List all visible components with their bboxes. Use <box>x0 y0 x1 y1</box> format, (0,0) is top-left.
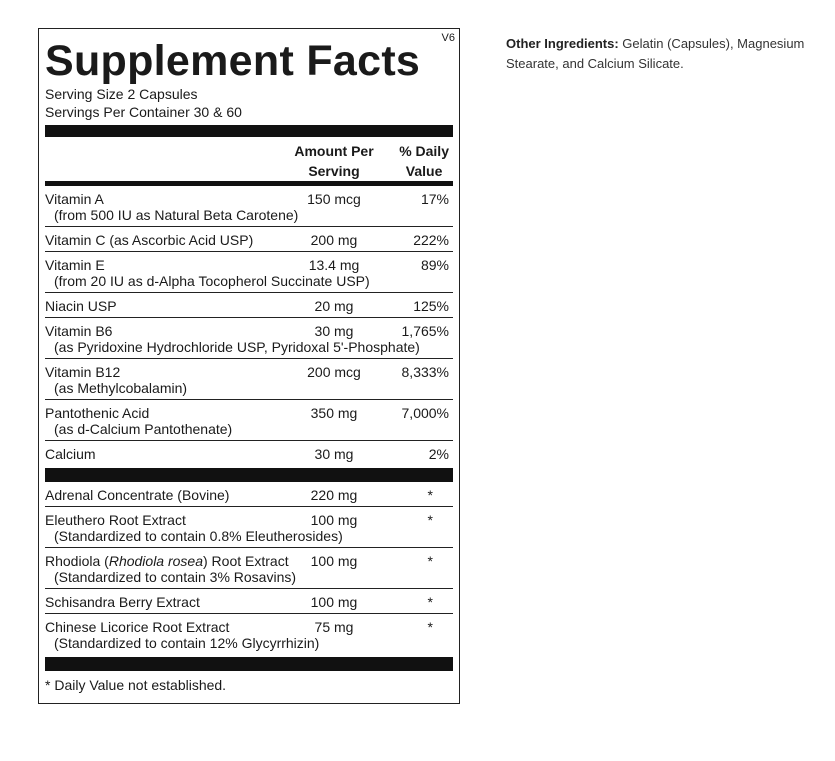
nutrient-name <box>45 512 453 528</box>
daily-value: 1,765% <box>401 323 449 339</box>
nutrient-name-text: Vitamin B12 <box>45 364 121 380</box>
servings-per-container: Servings Per Container 30 & 60 <box>45 104 242 120</box>
divider-thick <box>45 468 453 482</box>
amount-per-serving: 100 mg <box>310 553 358 569</box>
daily-value: 2% <box>428 446 449 462</box>
nutrient-source: (from 500 IU as Natural Beta Carotene) <box>54 207 299 223</box>
amount-per-serving: 20 mg <box>314 298 354 314</box>
daily-value: 7,000% <box>401 405 449 421</box>
supplement-facts-label <box>38 28 460 704</box>
nutrient-name-text: Eleuthero Root Extract <box>45 512 186 528</box>
table-row <box>45 507 453 548</box>
amount-per-serving: 150 mcg <box>307 191 361 207</box>
amount-header <box>285 141 383 181</box>
other-ingredients-text: Gelatin (Capsules), Magnesium Stearate, and Calcium Silicate. <box>506 36 805 71</box>
nutrient-name-text: Vitamin B6 <box>45 323 113 339</box>
nutrient-name <box>45 446 453 462</box>
amount-per-serving: 75 mg <box>314 619 354 635</box>
amount-per-serving: 220 mg <box>310 487 358 503</box>
nutrient-source: (as Methylcobalamin) <box>54 380 188 396</box>
nutrient-name-text: Calcium <box>45 446 96 462</box>
table-row <box>45 227 453 252</box>
amount-per-serving: 200 mg <box>310 232 358 248</box>
nutrient-name <box>45 257 453 273</box>
table-row <box>45 400 453 441</box>
vitamin-rows <box>45 186 453 465</box>
nutrient-name <box>45 323 453 339</box>
amount-per-serving: 100 mg <box>310 594 358 610</box>
amount-per-serving: 100 mg <box>310 512 358 528</box>
nutrient-name <box>45 553 453 569</box>
nutrient-source: (as Pyridoxine Hydrochloride USP, Pyridoxal 5'-Phosphate) <box>54 339 420 355</box>
table-row <box>45 252 453 293</box>
nutrient-name-text: Chinese Licorice Root Extract <box>45 619 230 635</box>
divider-thick <box>45 657 453 671</box>
other-ingredients-label: Other Ingredients: <box>506 36 619 51</box>
nutrient-name-text: Vitamin C (as Ascorbic Acid USP) <box>45 232 254 248</box>
nutrient-name <box>45 364 453 380</box>
amount-header-line2: Serving <box>308 163 360 179</box>
nutrient-name-after: ) Root Extract <box>203 553 289 569</box>
divider-thick <box>45 125 453 137</box>
nutrient-name <box>45 405 453 421</box>
daily-value: 8,333% <box>401 364 449 380</box>
nutrient-name <box>45 191 453 207</box>
daily-value: 125% <box>413 298 449 314</box>
dv-header <box>399 141 449 181</box>
daily-value: * <box>427 594 433 610</box>
nutrient-source: (from 20 IU as d-Alpha Tocopherol Succinate USP) <box>54 273 370 289</box>
amount-per-serving: 200 mcg <box>307 364 361 380</box>
nutrient-name-text: Adrenal Concentrate (Bovine) <box>45 487 230 503</box>
amount-per-serving: 30 mg <box>314 323 354 339</box>
nutrient-source: (as d-Calcium Pantothenate) <box>54 421 233 437</box>
nutrient-name-text: Rhodiola ( <box>45 553 109 569</box>
table-row <box>45 186 453 227</box>
amount-per-serving: 30 mg <box>314 446 354 462</box>
table-row <box>45 359 453 400</box>
serving-size: Serving Size 2 Capsules <box>45 86 198 102</box>
daily-value: 222% <box>413 232 449 248</box>
dv-header-line1: % Daily <box>399 143 449 159</box>
nutrient-name <box>45 594 453 610</box>
table-row <box>45 482 453 507</box>
table-row <box>45 441 453 465</box>
amount-per-serving: 350 mg <box>310 405 358 421</box>
daily-value: 89% <box>420 257 449 273</box>
other-ingredients <box>506 34 826 74</box>
daily-value: * <box>427 619 433 635</box>
footnote: * Daily Value not established. <box>45 677 227 693</box>
nutrient-name-text: Vitamin A <box>45 191 104 207</box>
daily-value: 17% <box>420 191 449 207</box>
nutrient-name-text: Niacin USP <box>45 298 117 314</box>
nutrient-name <box>45 487 453 503</box>
nutrient-latin-name: Rhodiola rosea <box>108 553 203 569</box>
version-tag: V6 <box>441 32 455 44</box>
nutrient-name <box>45 298 453 314</box>
nutrient-source: (Standardized to contain 12% Glycyrrhizin) <box>54 635 320 651</box>
table-row <box>45 589 453 614</box>
nutrient-source: (Standardized to contain 3% Rosavins) <box>54 569 297 585</box>
nutrient-name <box>45 232 453 248</box>
daily-value: * <box>427 487 433 503</box>
amount-per-serving: 13.4 mg <box>308 257 360 273</box>
nutrient-name-text: Vitamin E <box>45 257 105 273</box>
nutrient-source: (Standardized to contain 0.8% Eleutherosides) <box>54 528 343 544</box>
label-title: Supplement Facts <box>45 37 421 85</box>
amount-header-line1: Amount Per <box>294 143 374 159</box>
table-row <box>45 293 453 318</box>
nutrient-name-text: Pantothenic Acid <box>45 405 150 421</box>
table-row <box>45 548 453 589</box>
table-row <box>45 614 453 654</box>
nutrient-name <box>45 619 453 635</box>
daily-value: * <box>427 512 433 528</box>
table-row <box>45 318 453 359</box>
other-ingredient-rows <box>45 482 453 654</box>
column-header <box>45 137 453 181</box>
dv-header-line2: Value <box>405 163 443 179</box>
nutrient-name-text: Schisandra Berry Extract <box>45 594 200 610</box>
daily-value: * <box>427 553 433 569</box>
